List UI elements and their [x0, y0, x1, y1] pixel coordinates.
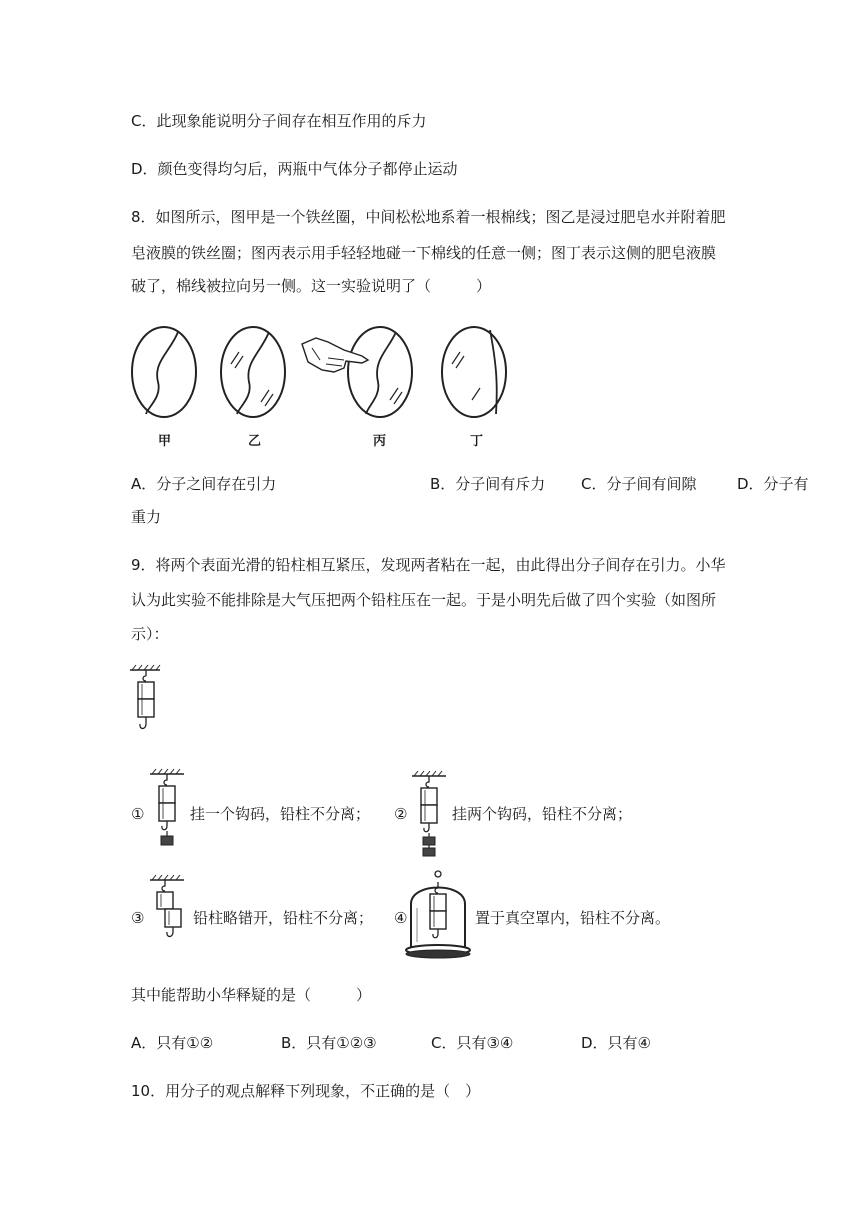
q9-option-d: D．只有④	[581, 1034, 651, 1052]
q8-figure-jia	[128, 322, 200, 422]
q8-stem-line2: 皂液膜的铁丝圈；图丙表示用手轻轻地碰一下棉线的任意一侧；图丁表示这侧的肥皂液膜	[131, 244, 717, 262]
q8-option-d: D．分子有	[737, 475, 809, 493]
q8-stem-line1: 8．如图所示，图甲是一个铁丝圈，中间松松地系着一根棉线；图乙是浸过肥皂水并附着肥	[131, 208, 726, 226]
q7-option-d: D．颜色变得均匀后，两瓶中气体分子都停止运动	[131, 160, 458, 178]
q9-figure-lead-cylinders	[128, 664, 164, 736]
q8-stem-line3: 破了，棉线被拉向另一侧。这一实验说明了（ ）	[131, 277, 492, 295]
q8-option-c: C．分子间有间隙	[581, 475, 697, 493]
q9-exp3-text: 铅柱略错开，铅柱不分离；	[193, 909, 374, 927]
q9-exp4-figure	[403, 868, 473, 960]
q8-option-a: A．分子之间存在引力	[131, 475, 277, 493]
q8-option-d-continued: 重力	[131, 508, 162, 526]
q8-caption-yi: 乙	[248, 434, 262, 449]
q9-exp2-text: 挂两个钩码，铅柱不分离；	[452, 805, 633, 823]
q8-caption-ding: 丁	[470, 434, 484, 449]
q9-option-c: C．只有③④	[431, 1034, 514, 1052]
q8-figure-ding	[438, 322, 510, 422]
q8-option-b: B．分子间有斥力	[430, 475, 546, 493]
q9-exp1-number: ①	[131, 805, 145, 823]
q9-exp1-figure	[148, 768, 188, 850]
q9-stem-line3: 示）：	[131, 625, 169, 643]
q9-question: 其中能帮助小华释疑的是（ ）	[131, 986, 372, 1004]
q9-exp3-figure	[148, 874, 192, 946]
q8-caption-bing: 丙	[373, 434, 387, 449]
q8-figure-yi	[217, 322, 289, 422]
q9-exp4-number: ④	[394, 909, 408, 927]
q9-exp2-figure	[410, 770, 450, 860]
q9-exp2-number: ②	[394, 805, 408, 823]
q8-figure-bing	[298, 320, 418, 424]
q9-stem-line2: 认为此实验不能排除是大气压把两个铅柱压在一起。于是小明先后做了四个实验（如图所	[131, 591, 717, 609]
q9-exp3-number: ③	[131, 909, 145, 927]
q9-exp1-text: 挂一个钩码，铅柱不分离；	[190, 805, 371, 823]
q7-option-c: C．此现象能说明分子间存在相互作用的斥力	[131, 112, 427, 130]
q9-option-a: A．只有①②	[131, 1034, 214, 1052]
q9-exp4-text: 置于真空罩内，铅柱不分离。	[475, 909, 671, 927]
q9-option-b: B．只有①②③	[281, 1034, 377, 1052]
q10-stem: 10．用分子的观点解释下列现象，不正确的是（ ）	[131, 1082, 481, 1100]
q9-stem-line1: 9．将两个表面光滑的铅柱相互紧压，发现两者粘在一起，由此得出分子间存在引力。小华	[131, 556, 726, 574]
q8-caption-jia: 甲	[158, 434, 172, 449]
